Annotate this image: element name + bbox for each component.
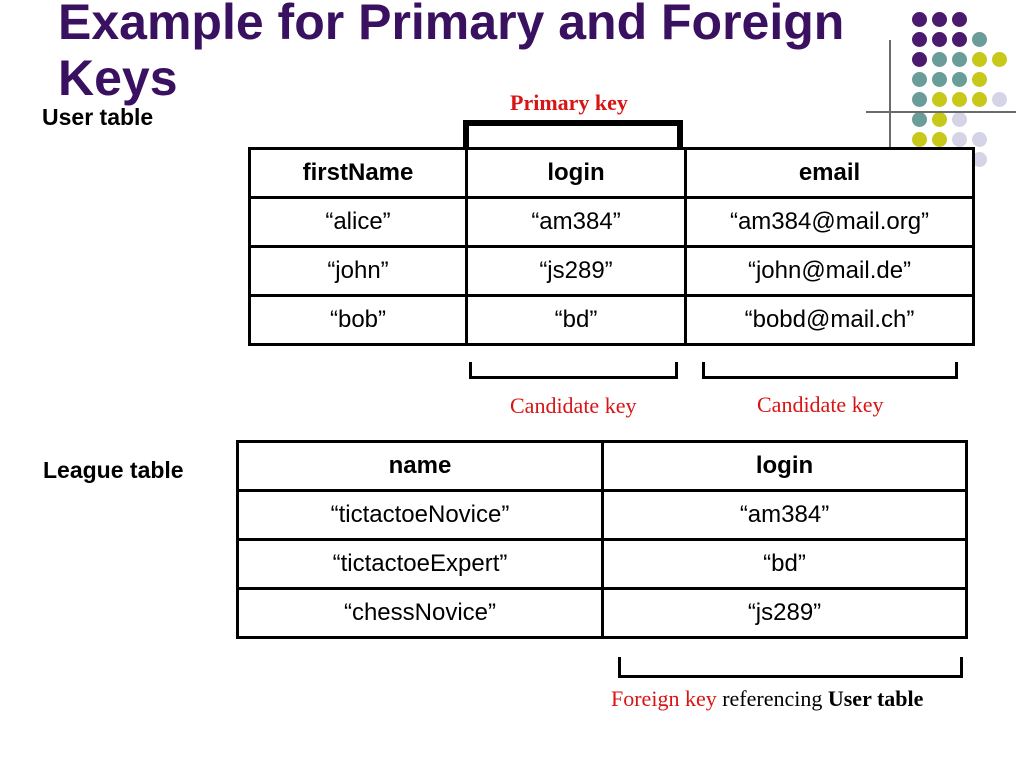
user-table-label: User table [42, 104, 154, 130]
referenced-table-name: User table [827, 686, 924, 711]
primary-key-label: Primary key [510, 90, 628, 115]
table-cell: “bob” [250, 296, 467, 345]
candidate-key-label-login: Candidate key [510, 393, 637, 418]
league-table [236, 440, 968, 639]
league-table-label: League table [43, 457, 184, 483]
table-cell: “js289” [467, 247, 686, 296]
column-header-login: login [603, 442, 967, 491]
foreign-key-annotation [611, 686, 923, 712]
table-cell: “bd” [467, 296, 686, 345]
table-row [238, 589, 967, 638]
foreign-key-label: Foreign key [611, 686, 717, 711]
table-cell: “js289” [603, 589, 967, 638]
table-row [250, 247, 974, 296]
decorative-horizontal-line [866, 111, 1016, 113]
candidate-key-label-email: Candidate key [757, 392, 884, 417]
table-cell: “am384” [603, 491, 967, 540]
table-cell: “alice” [250, 198, 467, 247]
table-row [250, 198, 974, 247]
table-row [238, 491, 967, 540]
table-row [238, 540, 967, 589]
table-cell: “john@mail.de” [686, 247, 974, 296]
primary-key-bracket [463, 120, 683, 150]
candidate-key-bracket-email [702, 362, 958, 379]
table-row [250, 296, 974, 345]
column-header-firstname: firstName [250, 149, 467, 198]
column-header-login: login [467, 149, 686, 198]
foreign-key-bracket [618, 657, 963, 678]
table-cell: “john” [250, 247, 467, 296]
user-table [248, 147, 975, 346]
column-header-email: email [686, 149, 974, 198]
table-cell: “am384” [467, 198, 686, 247]
table-header-row [250, 149, 974, 198]
table-cell: “bd” [603, 540, 967, 589]
table-cell: “tictactoeNovice” [238, 491, 603, 540]
table-cell: “am384@mail.org” [686, 198, 974, 247]
slide-title: Example for Primary and Foreign Keys [58, 0, 845, 106]
column-header-name: name [238, 442, 603, 491]
candidate-key-bracket-login [469, 362, 678, 379]
table-header-row [238, 442, 967, 491]
referencing-text: referencing [716, 686, 828, 711]
table-cell: “bobd@mail.ch” [686, 296, 974, 345]
table-cell: “tictactoeExpert” [238, 540, 603, 589]
table-cell: “chessNovice” [238, 589, 603, 638]
